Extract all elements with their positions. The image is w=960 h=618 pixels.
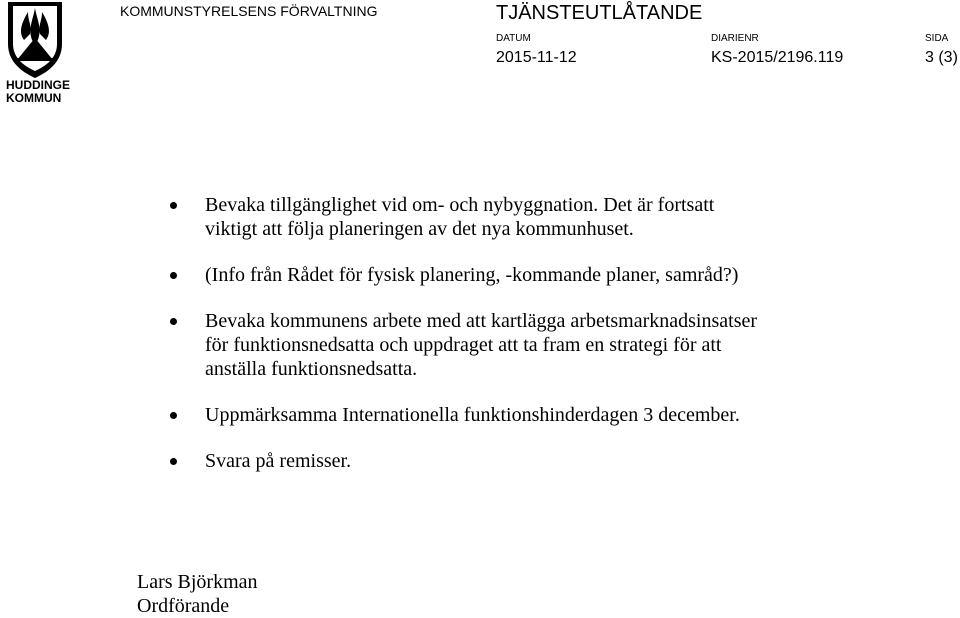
list-item-line: Uppmärksamma Internationella funktionshinderdagen 3 december. bbox=[205, 404, 740, 426]
bullet-icon bbox=[170, 412, 177, 419]
signature bbox=[137, 570, 258, 618]
date-value: 2015-11-12 bbox=[496, 49, 577, 66]
list-item bbox=[170, 403, 870, 427]
list-item-line: Bevaka tillgänglighet vid om- och nybyggnation. Det är fortsatt bbox=[205, 194, 715, 216]
list-item bbox=[170, 309, 870, 381]
bullet-icon bbox=[170, 272, 177, 279]
bullet-icon bbox=[170, 318, 177, 325]
organization-name: KOMMUNSTYRELSENS FÖRVALTNING bbox=[120, 3, 378, 19]
list-item bbox=[170, 193, 870, 241]
page-value: 3 (3) bbox=[925, 49, 958, 66]
logo-text-line1: HUDDINGE bbox=[6, 78, 71, 92]
page-label: SIDA bbox=[925, 33, 949, 44]
signature-name: Lars Björkman bbox=[137, 571, 258, 593]
list-item-line: för funktionsnedsatta och uppdraget att ta fram en strategi för att bbox=[205, 334, 722, 356]
date-label: DATUM bbox=[496, 33, 531, 44]
document-type: TJÄNSTEUTLÅTANDE bbox=[496, 2, 703, 24]
logo-text-line2: KOMMUN bbox=[6, 91, 62, 105]
list-item-line: Bevaka kommunens arbete med att kartlägga arbetsmarknadsinsatser bbox=[205, 310, 758, 332]
coat-of-arms-icon bbox=[4, 0, 66, 80]
list-item-line: Svara på remisser. bbox=[205, 450, 352, 472]
bullet-icon bbox=[170, 458, 177, 465]
registry-label: DIARIENR bbox=[711, 33, 759, 44]
list-item-line: anställa funktionsnedsatta. bbox=[205, 358, 418, 380]
bullet-icon bbox=[170, 202, 177, 209]
bullet-list bbox=[170, 193, 870, 473]
list-item bbox=[170, 449, 870, 473]
signature-title: Ordförande bbox=[137, 595, 230, 617]
list-item bbox=[170, 263, 870, 287]
list-item-line: (Info från Rådet för fysisk planering, -kommande planer, samråd?) bbox=[205, 264, 739, 286]
municipality-logo bbox=[4, 0, 71, 105]
list-item-line: viktigt att följa planeringen av det nya kommunhuset. bbox=[205, 218, 634, 240]
registry-value: KS-2015/2196.119 bbox=[711, 49, 844, 66]
